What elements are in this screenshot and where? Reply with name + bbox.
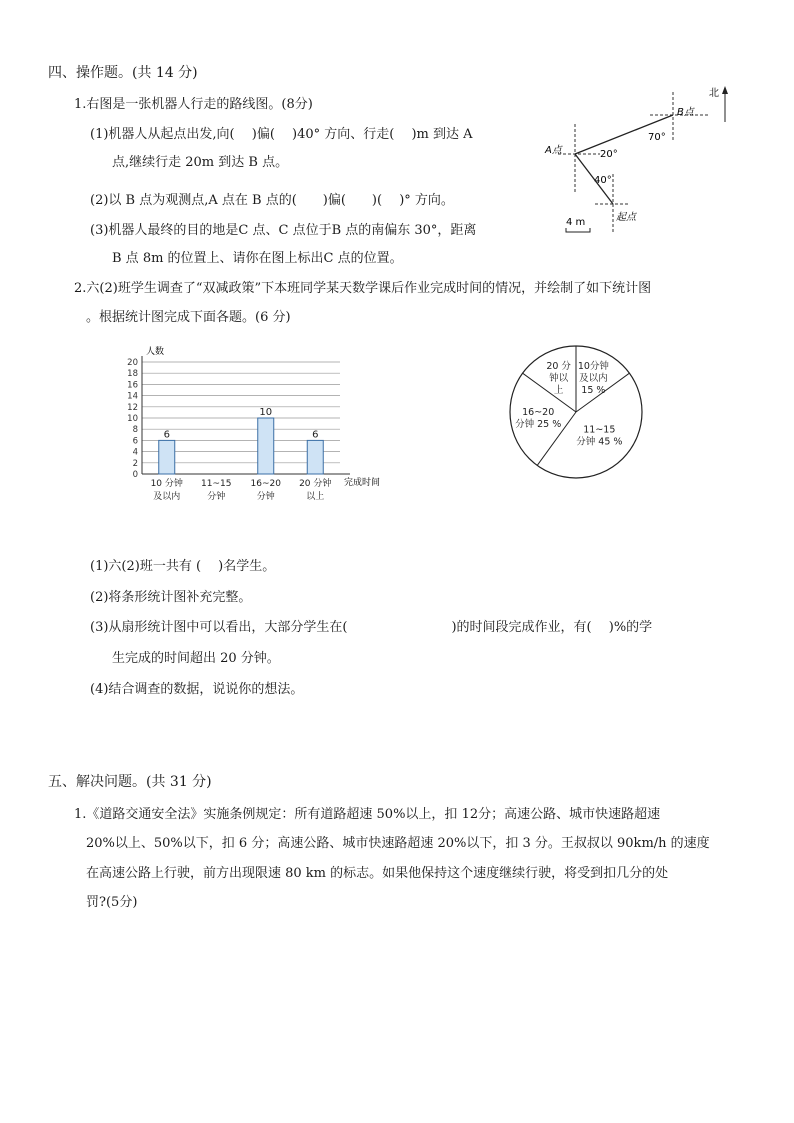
bar-category-label: 及以内	[153, 492, 181, 502]
s5-q1-line2: 20%以上、50%以下，扣 6 分；高速公路、城市快速路超速 20%以下，扣 3 分。王叔叔以 90km/h 的速度	[86, 836, 710, 851]
q1-part1-line2: 点,继续行走 20m 到达 B 点。	[112, 155, 289, 170]
bar-value-label: 6	[163, 429, 170, 441]
bar-chart-ylabel: 人数	[146, 347, 165, 357]
bar-chart	[112, 340, 402, 510]
bar-ytick-label: 14	[127, 391, 138, 402]
bar-value-label: 10	[259, 407, 273, 418]
bar-category-label: 分钟	[207, 492, 226, 502]
angle-70-label: 70°	[648, 132, 666, 143]
bar-ytick-label: 20	[127, 358, 138, 368]
scale-label: 4 m	[566, 217, 586, 228]
north-label: 北	[709, 88, 719, 99]
pie-slice-label: 钟以	[549, 372, 569, 384]
bar-ytick-label: 8	[132, 425, 138, 436]
point-b-label: B点	[677, 107, 694, 118]
bar-chart-bar	[258, 418, 274, 474]
route-diagram	[530, 82, 750, 242]
pie-slice-label: 分钟 45 %	[576, 436, 623, 448]
pie-slice-label: 15 %	[581, 384, 606, 396]
bar-ytick-label: 6	[132, 436, 138, 447]
q1-part3-line1: (3)机器人最终的目的地是C 点、C 点位于B 点的南偏东 30°，距离	[90, 223, 477, 238]
bar-category-label: 以上	[306, 492, 325, 502]
bar-category-label: 分钟	[256, 492, 275, 502]
bar-ytick-label: 2	[132, 458, 138, 469]
angle-20-label: 20°	[600, 149, 618, 160]
pie-slice-label: 11~15	[583, 424, 616, 436]
q2-stem-line1: 2.六(2)班学生调查了“双减政策”下本班同学某天数学课后作业完成时间的情况，并绘制了如下统计图	[74, 281, 652, 296]
q1-stem: 1.右图是一张机器人行走的路线图。(8分)	[74, 97, 313, 112]
bar-category-label: 10 分钟	[150, 479, 183, 489]
section5-title: 五、解决问题。(共 31 分)	[48, 774, 212, 790]
north-arrow-head	[722, 86, 728, 94]
bar-ytick-label: 12	[127, 402, 138, 413]
q1-part3-line2: B 点 8m 的位置上、请你在图上标出C 点的位置。	[112, 251, 403, 266]
q2-part2: (2)将条形统计图补充完整。	[90, 590, 252, 605]
q2-part1: (1)六(2)班一共有 ( )名学生。	[90, 559, 276, 574]
section4-title: 四、操作题。(共 14 分)	[48, 65, 198, 81]
bar-ytick-label: 0	[132, 470, 138, 480]
pie-slice-label: 分钟 25 %	[515, 418, 562, 430]
q2-part4: (4)结合调查的数据，说说你的想法。	[90, 682, 304, 697]
q1-part1-line1: (1)机器人从起点出发,向( )偏( )40° 方向、行走( )m 到达 A	[90, 127, 473, 142]
s5-q1-line4: 罚?(5分)	[86, 895, 138, 910]
q2-part3-line1: (3)从扇形统计图中可以看出，大部分学生在( )的时间段完成作业，有( )%的学	[90, 620, 653, 635]
scale-bar	[566, 228, 590, 232]
bar-chart-xlabel: 完成时间	[344, 478, 381, 488]
pie-slice-label: 16~20	[522, 406, 555, 418]
s5-q1-line3: 在高速公路上行驶，前方出现限速 80 km 的标志。如果他保持这个速度继续行驶，将受到扣几分的处	[86, 866, 669, 881]
s5-q1-line1: 1.《道路交通安全法》实施条例规定：所有道路超速 50%以上，扣 12分；高速公路、城市快速路超速	[74, 807, 661, 822]
bar-value-label: 6	[312, 429, 319, 441]
q2-stem-line2: 。根据统计图完成下面各题。(6 分)	[86, 310, 291, 325]
bar-ytick-label: 16	[127, 380, 138, 391]
bar-ytick-label: 4	[132, 447, 138, 458]
pie-slice-label: 10分钟	[577, 360, 609, 372]
pie-slice-label: 20 分	[546, 360, 571, 372]
bar-chart-bar	[307, 440, 323, 474]
point-a-label: A点	[545, 145, 562, 156]
bar-chart-bar	[159, 440, 175, 474]
q2-part3-line2: 生完成的时间超出 20 分钟。	[112, 651, 280, 666]
pie-slice-label: 上	[553, 384, 564, 396]
q1-part2: (2)以 B 点为观测点,A 点在 B 点的( )偏( )( )° 方向。	[90, 193, 454, 208]
angle-40-label: 40°	[594, 175, 612, 186]
start-label: 起点	[616, 212, 636, 223]
pie-chart	[494, 342, 658, 482]
pie-slice-label: 及以内	[579, 372, 608, 384]
bar-ytick-label: 18	[127, 369, 138, 380]
bar-ytick-label: 10	[127, 414, 138, 424]
bar-category-label: 11~15	[201, 479, 232, 489]
bar-category-label: 16~20	[250, 479, 281, 489]
bar-category-label: 20 分钟	[299, 479, 332, 489]
